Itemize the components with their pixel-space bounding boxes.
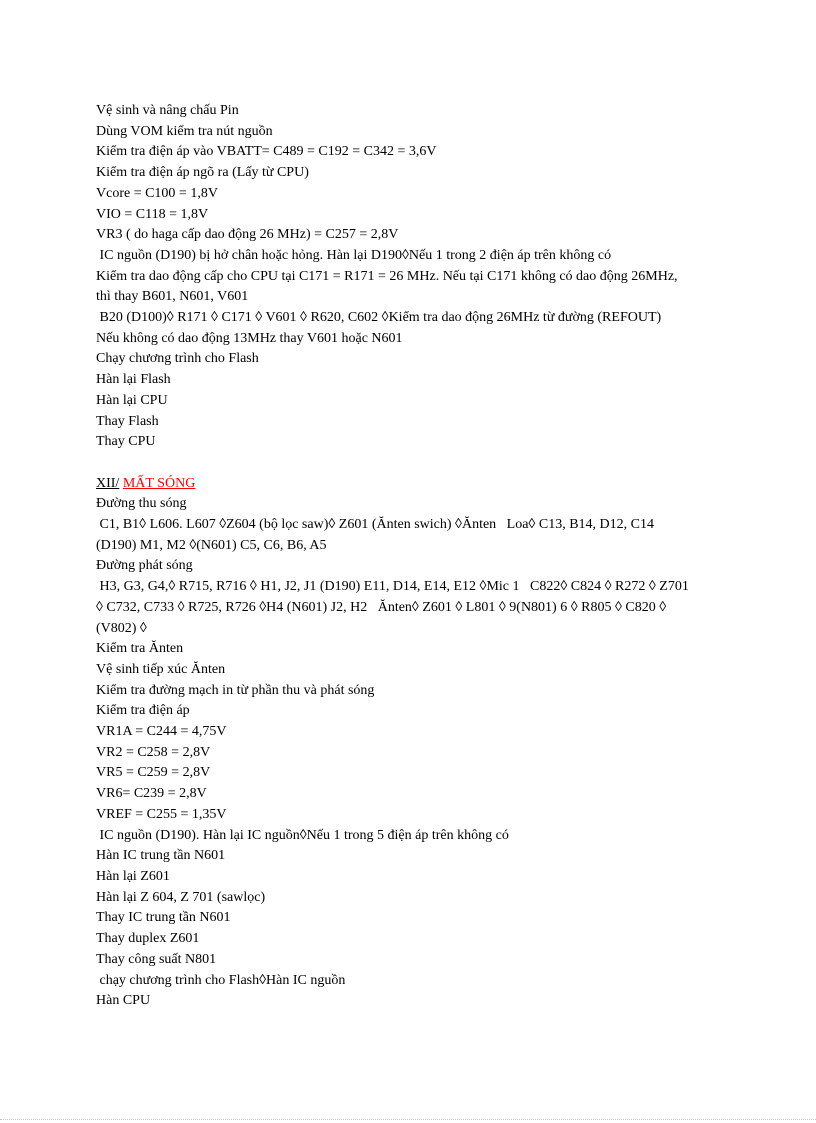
text-line: Hàn lại Z 604, Z 701 (sawlọc): [96, 889, 266, 905]
text-line: IC nguồn (D190) bị hở chân hoặc hỏng. Hàn lại D190◊Nếu 1 trong 2 điện áp trên không có: [96, 247, 612, 263]
text-line: Nếu không có dao động 13MHz thay V601 hoặc N601: [96, 330, 403, 346]
blank-line: [96, 453, 736, 474]
text-line: Thay công suất N801: [96, 951, 217, 967]
text-line: Thay CPU: [96, 434, 156, 450]
text-line: VR2 = C258 = 2,8V: [96, 744, 211, 760]
text-line: Chạy chương trình cho Flash: [96, 351, 259, 367]
text-line: VIO = C118 = 1,8V: [96, 206, 209, 222]
text-line: Dùng VOM kiểm tra nút nguồn: [96, 123, 273, 139]
text-line: VR3 ( do haga cấp dao động 26 MHz) = C257 = 2,8V: [96, 227, 399, 243]
text-line: Kiểm tra điện áp ngõ ra (Lấy từ CPU): [96, 165, 309, 181]
text-line: Kiểm tra dao động cấp cho CPU tại C171 = R171 = 26 MHz. Nếu tại C171 không có dao động 26MHz,: [96, 268, 678, 284]
text-line: VR1A = C244 = 4,75V: [96, 724, 227, 740]
text-line: IC nguồn (D190). Hàn lại IC nguồn◊Nếu 1 trong 5 điện áp trên không có: [96, 827, 509, 843]
text-line: Hàn CPU: [96, 993, 151, 1009]
text-line: Hàn lại Flash: [96, 372, 171, 388]
text-line: Thay Flash: [96, 413, 159, 429]
section-signal-loss: [96, 474, 736, 1012]
text-line: VR6= C239 = 2,8V: [96, 786, 207, 802]
text-line: H3, G3, G4,◊ R715, R716 ◊ H1, J2, J1 (D190) E11, D14, E14, E12 ◊Mic 1 C822◊ C824 ◊ R272 ◊ Z701: [96, 579, 689, 595]
text-line: Đường thu sóng: [96, 496, 187, 512]
text-line: Kiểm tra điện áp vào VBATT= C489 = C192 = C342 = 3,6V: [96, 144, 437, 160]
text-line: B20 (D100)◊ R171 ◊ C171 ◊ V601 ◊ R620, C602 ◊Kiểm tra dao động 26MHz từ đường (REFOUT): [96, 310, 662, 326]
text-line: Kiểm tra điện áp: [96, 703, 190, 719]
text-line: Kiểm tra đường mạch in từ phần thu và phát sóng: [96, 682, 375, 698]
text-line: Thay duplex Z601: [96, 931, 200, 947]
page-bottom-rule: [0, 1119, 816, 1120]
text-line: VREF = C255 = 1,35V: [96, 806, 227, 822]
text-line: Hàn lại CPU: [96, 392, 168, 408]
text-line: Hàn lại Z601: [96, 869, 170, 884]
document-page: [96, 101, 736, 1012]
text-line: Vcore = C100 = 1,8V: [96, 185, 218, 201]
text-line: Vệ sinh tiếp xúc Ănten: [96, 661, 226, 677]
text-line: Hàn IC trung tần N601: [96, 848, 226, 864]
heading-title: MẤT SÓNG: [122, 475, 196, 491]
text-line: Thay IC trung tần N601: [96, 910, 231, 926]
section-power: [96, 101, 736, 453]
text-line: C1, B1◊ L606. L607 ◊Z604 (bộ lọc saw)◊ Z601 (Ănten swich) ◊Ănten Loa◊ C13, B14, D12, C14: [96, 517, 654, 533]
text-line: chạy chương trình cho Flash◊Hàn IC nguồn: [96, 972, 346, 988]
text-line: Vệ sinh và nâng chấu Pin: [96, 103, 239, 118]
text-line: (D190) M1, M2 ◊(N601) C5, C6, B6, A5: [96, 537, 327, 553]
section-heading: [96, 474, 736, 495]
text-line: VR5 = C259 = 2,8V: [96, 765, 211, 781]
text-line: (V802) ◊: [96, 620, 147, 636]
text-line: thì thay B601, N601, V601: [96, 289, 249, 305]
text-line: Kiểm tra Ănten: [96, 641, 184, 657]
heading-number: XII/: [96, 475, 120, 491]
text-line: Đường phát sóng: [96, 558, 193, 574]
text-line: ◊ C732, C733 ◊ R725, R726 ◊H4 (N601) J2, H2 Ănten◊ Z601 ◊ L801 ◊ 9(N801) 6 ◊ R805 ◊ C820 ◊: [96, 599, 667, 615]
